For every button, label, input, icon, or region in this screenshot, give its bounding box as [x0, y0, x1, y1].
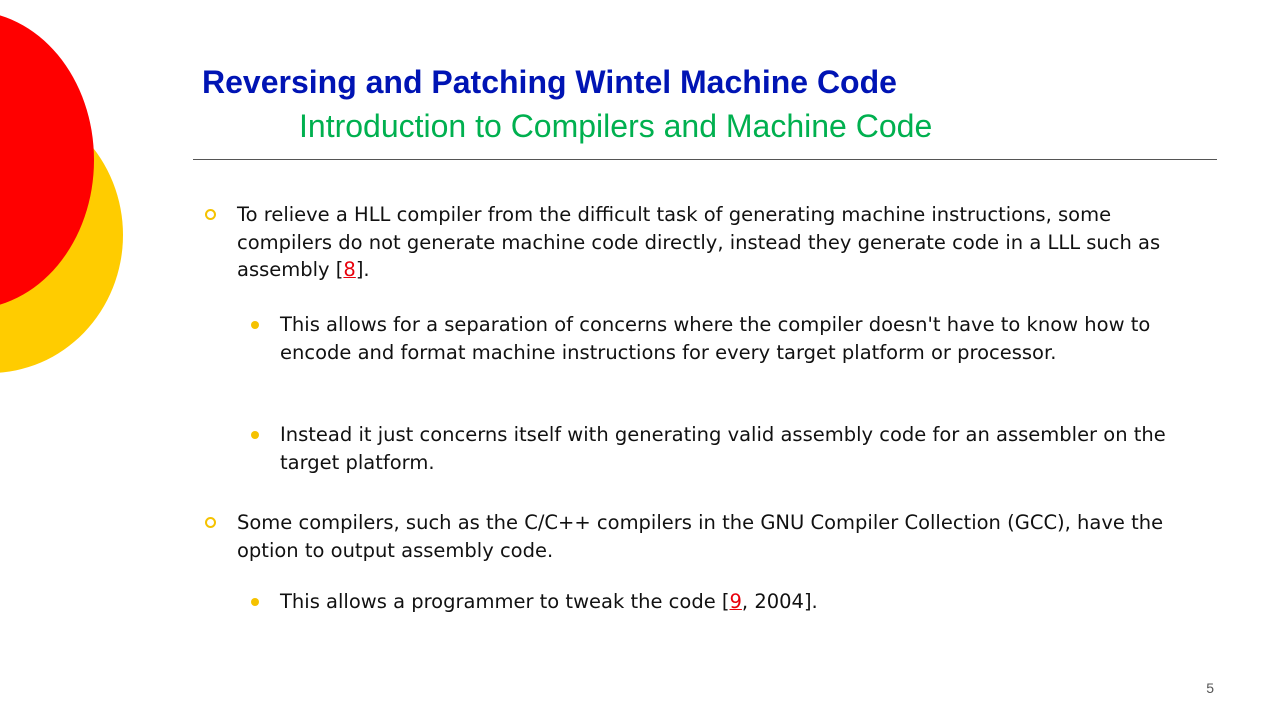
bullet-1-text-before: To relieve a HLL compiler from the difficult task of generating machine instructions, some compilers do not generate machine code directly, instead they generate code in a LLL such as assembly [ [237, 203, 1161, 281]
sub-bullet-2-1-text-before: This allows a programmer to tweak the code [ [280, 590, 730, 613]
sub-bullet-2-1-text-after: , 2004]. [741, 590, 818, 613]
citation-link-9[interactable]: 9 [729, 590, 742, 613]
bullet-1-text-after: ]. [355, 258, 370, 281]
slide-subtitle: Introduction to Compilers and Machine Code [299, 108, 933, 144]
bullet-2 [237, 509, 1197, 564]
hollow-circle-bullet-icon [205, 209, 216, 220]
hollow-circle-bullet-icon [205, 517, 216, 528]
filled-circle-bullet-icon [251, 598, 259, 606]
filled-circle-bullet-icon [251, 431, 259, 439]
sub-bullet-1-2-text: Instead it just concerns itself with generating valid assembly code for an assembler on the target platform. [280, 423, 1166, 474]
sub-bullet-1-1 [280, 311, 1220, 366]
citation-link-8[interactable]: 8 [343, 258, 356, 281]
slide-title: Reversing and Patching Wintel Machine Code [202, 64, 897, 100]
bullet-1 [237, 201, 1197, 284]
sub-bullet-1-1-text: This allows for a separation of concerns where the compiler doesn't have to know how to encode and format machine instructions for every target platform or processor. [280, 313, 1151, 364]
page-number: 5 [1206, 680, 1214, 696]
filled-circle-bullet-icon [251, 321, 259, 329]
bullet-2-text: Some compilers, such as the C/C++ compilers in the GNU Compiler Collection (GCC), have the option to output assembly code. [237, 511, 1164, 562]
sub-bullet-1-2 [280, 421, 1220, 476]
sub-bullet-2-1 [280, 588, 1220, 616]
